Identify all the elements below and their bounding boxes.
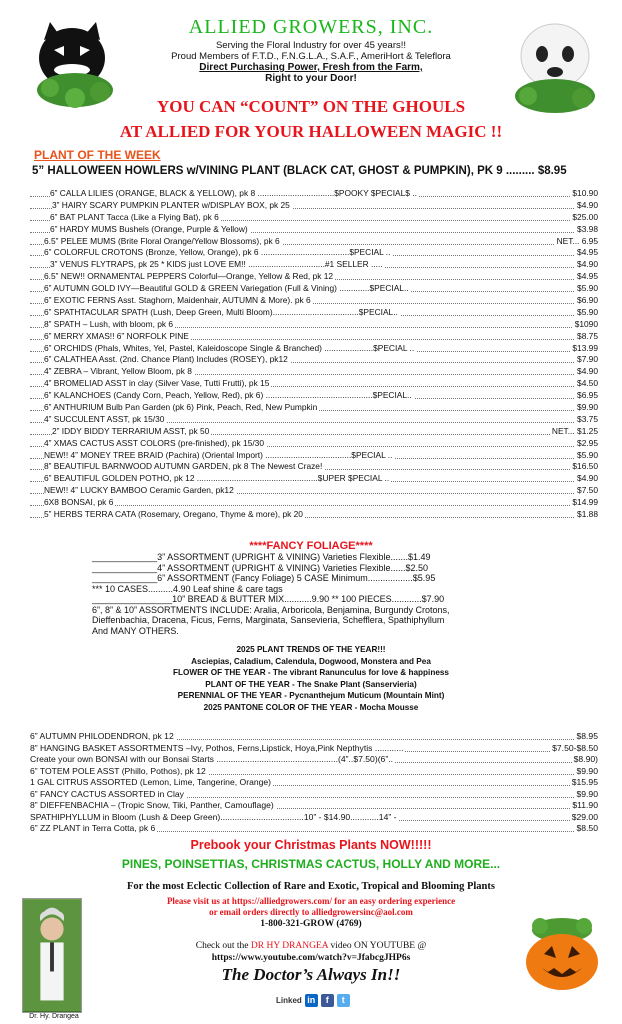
social-links <box>276 992 350 1008</box>
plant-price: $14.99 <box>572 497 598 508</box>
plant-price: $4.50 <box>577 378 598 389</box>
plant-desc: 1 GAL CITRUS ASSORTED (Lemon, Lime, Tangerine, Orange) <box>30 777 272 787</box>
linkedin-text: Linked <box>276 995 302 1005</box>
plant-of-week-item <box>32 165 567 177</box>
plant-price: NET... $1.25 <box>551 425 598 436</box>
plant-price: $5.90 <box>577 283 598 294</box>
plant-row <box>30 200 598 212</box>
plant-desc: 6” KALANCHOES (Candy Corn, Peach, Yellow, Red), pk 6) ..............................................$PECIAL.. <box>44 390 412 401</box>
plant-price: $8.90) <box>573 754 598 764</box>
ghouls-line-2: AT ALLIED FOR YOUR HALLOWEEN MAGIC !! <box>119 122 503 141</box>
plant-desc: 6X8 BONSAI, pk 6 <box>44 497 114 508</box>
plant-row <box>30 259 598 271</box>
plant-row <box>30 438 598 450</box>
trends-line-4: PLANT OF THE YEAR - The Snake Plant (Sanservieria) <box>205 679 417 689</box>
ghost-pot-icon <box>510 20 600 115</box>
plant-price: $13.99 <box>572 342 598 353</box>
plant-desc: 6” AUTUMN PHILODENDRON, pk 12 <box>30 731 174 741</box>
plant-row <box>30 473 598 485</box>
tagline-line-2: Proud Members of F.T.D., F.N.G.L.A., S.A.F., AmeriHort & Teleflora <box>171 51 451 62</box>
plant-price: $4.95 <box>577 271 598 282</box>
plant-desc: 6” ZZ PLANT in Terra Cotta, pk 6 <box>30 823 156 833</box>
plant-desc: 6” SPATHTACULAR SPATH (Lush, Deep Green, Multi Bloom).....................................$PECIAL.. <box>44 306 398 317</box>
plant-desc: 8” DIEFFENBACHIA – (Tropic Snow, Tiki, Panther, Camouflage) <box>30 800 274 810</box>
youtube-link[interactable]: https://www.youtube.com/watch?v=JfabcgJHP6s <box>211 953 411 963</box>
plant-price: $4.95 <box>577 247 598 258</box>
plant-desc: 6” CALLA LILIES (ORANGE, BLACK & YELLOW), pk 8 .................................$POOKY $PECIAL$ .. <box>50 188 417 198</box>
plant-row <box>30 224 598 236</box>
checkout-red: DR HY DRANGEA <box>250 941 329 951</box>
fancy-line: And MANY OTHERS. <box>92 625 179 636</box>
checkout-post: video ON YOUTUBE @ <box>328 941 427 951</box>
plant-desc: 6” BAT PLANT Tacca (Like a Flying Bat), pk 6 <box>50 211 219 222</box>
trends-line-2: Asciepias, Caladium, Calendula, Dogwood, Monstera and Pea <box>191 656 431 666</box>
plant-price: $15.95 <box>571 777 598 787</box>
plant-row <box>30 319 598 331</box>
plant-desc: 4” ZEBRA – Vibrant, Yellow Bloom, pk 8 <box>44 366 192 377</box>
plant-price: $3.98 <box>577 223 598 234</box>
plant-desc: 6” MERRY XMAS!! 6” NORFOLK PINE <box>44 330 189 341</box>
plant-row <box>30 188 598 200</box>
plant-desc: 4” BROMELIAD ASST in clay (Silver Vase, Tutti Frutti), pk 15 <box>44 378 270 389</box>
eclectic-collection-text: For the most Eclectic Collection of Rare and Exotic, Tropical and Blooming Plants <box>127 881 495 892</box>
plant-row-2 <box>30 800 598 812</box>
plant-price: $29.00 <box>571 811 598 822</box>
fancy-line: Dieffenbachia, Dracena, Ficus, Ferns, Marginata, Sansevieria, Schefflera, Spathiphyllum <box>92 615 445 625</box>
plant-of-week-desc: 5” HALLOWEEN HOWLERS w/VINING PLANT (BLACK CAT, GHOST & PUMPKIN), PK 9 ......... <box>32 165 535 177</box>
plant-row <box>30 295 598 307</box>
plant-row <box>30 485 598 497</box>
plant-of-week-title: PLANT OF THE WEEK <box>34 148 161 162</box>
photo-caption: Dr. Hy. Drangea <box>29 1013 79 1020</box>
plant-row <box>30 402 598 414</box>
plant-desc: 6” HARDY MUMS Bushels (Orange, Purple & Yellow) <box>50 223 248 234</box>
plant-desc: 6” CALATHEA Asst. (2nd. Chance Plant) Includes (ROSEY), pk12 <box>44 354 288 365</box>
plant-row <box>30 271 598 283</box>
plant-price: $8.95 <box>576 731 598 741</box>
plant-row-2 <box>30 743 598 755</box>
plant-desc: 4” SUCCULENT ASST, pk 15/30 <box>44 413 165 424</box>
header <box>0 0 622 148</box>
plant-row <box>30 212 598 224</box>
plant-row <box>30 307 598 319</box>
prebook-banner: Prebook your Christmas Plants NOW!!!!! <box>190 838 432 852</box>
phone-number: 1-800-321-GROW (4769) <box>260 919 362 929</box>
plant-price: $1.88 <box>577 509 598 520</box>
plant-row <box>30 390 598 402</box>
fancy-foliage-list <box>92 552 532 636</box>
plant-desc: 5” HERBS TERRA CATA (Rosemary, Oregano, Thyme & more), pk 20 <box>44 509 303 520</box>
plant-row <box>30 378 598 390</box>
plant-price: $7.50 <box>577 485 598 496</box>
plant-price: $4.90 <box>577 199 598 210</box>
plant-desc: 6.5” PELEE MUMS (Brite Floral Orange/Yellow Blossoms), pk 6 <box>44 235 280 246</box>
plant-row-2 <box>30 777 598 789</box>
plant-price: $6.95 <box>577 390 598 401</box>
christmas-items-banner: PINES, POINSETTIAS, CHRISTMAS CACTUS, HOLLY AND MORE... <box>121 857 501 871</box>
plant-row <box>30 247 598 259</box>
plant-price: $3.75 <box>577 413 598 424</box>
plant-desc: 8” BEAUTIFUL BARNWOOD AUTUMN GARDEN, pk 8 The Newest Craze! <box>44 461 323 472</box>
plant-row <box>30 331 598 343</box>
plant-list <box>30 188 598 521</box>
plant-row <box>30 283 598 295</box>
plant-price: $9.90 <box>577 402 598 413</box>
plant-desc: 4” XMAS CACTUS ASST COLORS (pre-finished), pk 15/30 <box>44 437 264 448</box>
plant-price: $1090 <box>574 318 598 329</box>
plant-row-2 <box>30 731 598 743</box>
linkedin-icon[interactable]: in <box>305 994 318 1007</box>
tagline-line-1: Serving the Floral Industry for over 45 years!! <box>215 40 407 51</box>
plant-desc: NEW!! 4” MONEY TREE BRAID (Pachira) (Oriental Import) .....................................$PECIAL .. <box>44 449 393 460</box>
twitter-icon[interactable]: t <box>337 994 350 1007</box>
fancy-line: _____________4” ASSORTMENT (UPRIGHT & VINING) Varieties Flexible......$2.50 <box>92 562 428 573</box>
doctor-slogan: The Doctor’s Always In!! <box>221 965 401 984</box>
plant-row-2 <box>30 754 598 766</box>
plant-price: $9.90 <box>576 765 598 776</box>
plant-list-2 <box>30 731 598 835</box>
trends-line-6: 2025 PANTONE COLOR OF THE YEAR - Mocha Mousse <box>203 702 419 712</box>
fancy-line: 6”, 8” & 10” ASSORTMENTS INCLUDE: Aralia, Arboricola, Benjamina, Burgundy Crotons, <box>92 604 450 615</box>
jack-o-lantern-pot-icon <box>522 908 602 992</box>
fancy-line: _____________3” ASSORTMENT (UPRIGHT & VINING) Varieties Flexible.......$1.49 <box>92 552 431 562</box>
plant-desc: 6” COLORFUL CROTONS (Bronze, Yellow, Orange), pk 6 ......................................$PECIAL .. <box>44 247 391 258</box>
plant-price: $4.90 <box>577 259 598 270</box>
tagline-line-3: Direct Purchasing Power, Fresh from the Farm, <box>199 62 423 73</box>
plant-trends <box>0 644 622 713</box>
plant-price: $7.90 <box>577 354 598 365</box>
tagline-line-4: Right to your Door! <box>265 73 357 84</box>
company-name: ALLIED GROWERS, INC. <box>188 16 434 38</box>
ghouls-line-1: YOU CAN “COUNT” ON THE GHOULS <box>156 97 466 116</box>
checkout-pre: Check out the <box>195 941 251 951</box>
plant-row <box>30 497 598 509</box>
plant-desc: 6” FANCY CACTUS ASSORTED in Clay <box>30 788 184 799</box>
plant-row <box>30 414 598 426</box>
fancy-foliage-title: ****FANCY FOLIAGE**** <box>249 540 373 552</box>
plant-desc: 6” ORCHIDS (Phals, Whites, Yel, Pastel, Kaleidoscope Single & Branched) .....................$PECIAL .. <box>44 342 415 353</box>
doctor-photo <box>22 898 82 1013</box>
plant-price: NET... 6.95 <box>556 235 598 246</box>
trends-line-5: PERENNIAL OF THE YEAR - Pycnanthejum Muticum (Mountain Mint) <box>177 691 445 700</box>
plant-price: $2.95 <box>577 437 598 448</box>
plant-price: $11.90 <box>572 800 598 810</box>
plant-desc: 3” VENUS FLYTRAPS, pk 25 * KIDS just LOVE EM!! .................................#1 SELLER ..... <box>50 259 383 270</box>
fancy-line: *** 10 CASES..........4.90 Leaf shine & care tags <box>92 583 283 594</box>
plant-row <box>30 343 598 355</box>
fancy-line: _____________6” ASSORTMENT (Fancy Foliage) 5 CASE Minimum..................$5.95 <box>92 573 436 583</box>
plant-desc: 6” BEAUTIFUL GOLDEN POTHO, pk 12 ....................................................$UPER $PECIAL .. <box>44 473 390 484</box>
plant-row <box>30 236 598 248</box>
plant-price: $8.50 <box>576 823 598 833</box>
plant-price: $4.90 <box>577 473 598 484</box>
plant-desc: 6” TOTEM POLE ASST (Phillo, Pothos), pk 12 <box>30 765 206 776</box>
plant-price: $25.00 <box>572 211 598 222</box>
plant-desc: SPATHIPHYLLUM in Bloom (Lush & Deep Green)...................................10” - $14.90............14” - <box>30 811 397 822</box>
visit-line-1[interactable]: Please visit us at https://alliedgrowers.com/ for an easy ordering experience <box>166 896 456 906</box>
plant-desc: 8” SPATH – Lush, with bloom, pk 6 <box>44 318 174 329</box>
plant-price: $9.90 <box>576 788 598 799</box>
plant-price: $10.90 <box>572 188 598 198</box>
plant-desc: 6” AUTUMN GOLD IVY—Beautiful GOLD & GREEN Variegation (Full & Vining) .............$PECIAL.. <box>44 283 409 294</box>
trends-line-3: FLOWER OF THE YEAR - The vibrant Ranunculus for love & happiness <box>173 668 449 677</box>
plant-price: $7.50-$8.50 <box>552 742 598 753</box>
plant-desc: Create your own BONSAI with our Bonsai Starts ...................................................(4”..$7.50)(6”.. <box>30 754 393 764</box>
plant-row <box>30 366 598 378</box>
plant-row-2 <box>30 812 598 824</box>
trends-title: 2025 PLANT TRENDS OF THE YEAR!!! <box>236 645 386 654</box>
plant-desc: 8” HANGING BASKET ASSORTMENTS –Ivy, Pothos, Ferns,Lipstick, Hoya,Pink Nepthytis ............ <box>30 742 404 753</box>
plant-desc: 6” EXOTIC FERNS Asst. Staghorn, Maidenhair, AUTUMN & More). pk 6 <box>44 295 311 306</box>
plant-row <box>30 509 598 521</box>
plant-price: $8.75 <box>577 330 598 341</box>
facebook-icon[interactable]: f <box>321 994 334 1007</box>
plant-price: $6.90 <box>577 295 598 306</box>
plant-row-2 <box>30 766 598 778</box>
plant-price: $16.50 <box>572 461 598 472</box>
plant-desc: NEW!! 4” LUCKY BAMBOO Ceramic Garden, pk12 <box>44 485 234 496</box>
plant-price: $5.90 <box>577 449 598 460</box>
plant-row <box>30 461 598 473</box>
visit-line-2[interactable]: or email orders directly to alliedgrowersinc@aol.com <box>209 907 413 917</box>
plant-row-2 <box>30 789 598 801</box>
plant-of-week-price: $8.95 <box>537 165 567 177</box>
plant-row <box>30 354 598 366</box>
plant-desc: 6.5” NEW!! ORNAMENTAL PEPPERS Colorful—Orange, Yellow & Red, pk 12 <box>44 271 334 282</box>
fancy-line: ________________10” BREAD & BUTTER MIX...........9.90 ** 100 PIECES............$7.90 <box>92 594 445 604</box>
plant-row-2 <box>30 823 598 835</box>
plant-desc: 6” ANTHURIUM Bulb Pan Garden (pk 6) Pink, Peach, Red, New Pumpkin <box>44 402 318 413</box>
plant-desc: 3” HAIRY SCARY PUMPKIN PLANTER w/DISPLAY BOX, pk 25 <box>52 199 290 210</box>
plant-row <box>30 450 598 462</box>
plant-desc: 2” IDDY BIDDY TERRARIUM ASST, pk 50 <box>52 425 210 436</box>
plant-price: $4.90 <box>577 366 598 377</box>
plant-price: $5.90 <box>577 306 598 317</box>
plant-row <box>30 426 598 438</box>
